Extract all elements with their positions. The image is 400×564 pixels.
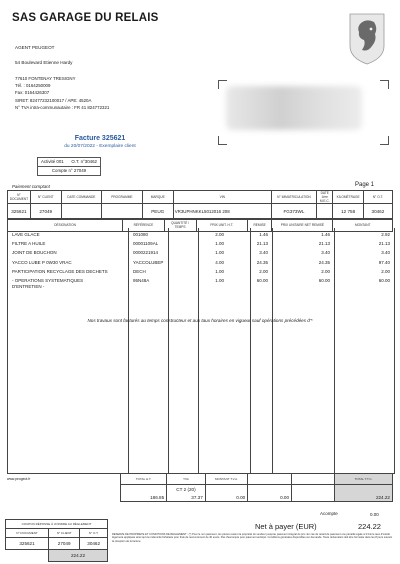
hdr-col: KILOMÉTRAGE — [333, 191, 363, 204]
hdr-col: N° IMMATRICULATION — [271, 191, 316, 204]
hdr-col: MARQUE — [142, 191, 173, 204]
company-tel: Tél. : 0164250009 — [15, 83, 51, 89]
item-net: 24.35 — [318, 260, 330, 265]
hdr-col: N° O.T. — [363, 191, 392, 204]
total-ht: 186.85 — [121, 493, 167, 502]
payment-coupon — [5, 519, 108, 562]
coupon-hdr: N° O.T. — [80, 529, 108, 538]
tot-hdr: TOTAL H.T. — [121, 474, 167, 485]
item-pu: 2.00 — [259, 269, 268, 274]
hdr-col: N° DOCUMENT — [8, 191, 31, 204]
company-siret: SIRET: 82477232100017 / APE: 4520A — [15, 97, 92, 103]
invoice-title: Facture 325621 — [74, 135, 126, 142]
net-to-pay-label: Net à payer (EUR) — [255, 522, 317, 531]
item-ref: 95N48A — [133, 278, 150, 283]
window-corner-tr — [380, 80, 389, 89]
hdr-val-doc: 325621 — [8, 204, 31, 220]
item-qty: 1.00 — [215, 278, 224, 283]
table-row — [8, 278, 394, 292]
agent-label: AGENT PEUGEOT — [15, 45, 55, 50]
item-ref: DECH — [133, 269, 146, 274]
invoice-ref-box — [37, 157, 101, 176]
item-qty: 4.00 — [215, 260, 224, 265]
acompte-label: Acompte — [320, 511, 338, 516]
item-montant: 21.13 — [378, 241, 390, 246]
company-name: SAS GARAGE DU RELAIS — [12, 12, 159, 24]
item-net: 1.46 — [321, 232, 330, 237]
hdr-val-vin: VR3UPHNKKL5012016 208 — [173, 204, 271, 220]
total-ttc: 224.22 — [335, 493, 393, 502]
hdr-col: DATE COMMANDE — [61, 191, 101, 204]
invoice-date: du 20/07/2022 - Exemplaire client — [64, 144, 136, 149]
coupon-hdr: N° DOCUMENT — [6, 529, 49, 538]
item-ref: 001080 — [133, 232, 149, 237]
item-designation: YACCO LUBE P 0W30 VRAC — [12, 260, 72, 265]
total-c1: 0.00 — [205, 493, 247, 502]
coupon-ot: 30462 — [80, 538, 108, 550]
items-col-montant: MONTANT — [333, 219, 393, 232]
hdr-col: VIN — [173, 191, 271, 204]
activite: Activité 001 — [41, 159, 64, 164]
legal-terms: RESERVE DE PROPRIETE ET CONDITIONS DE REGLEMENT : (*) Pour le non paiement, les pièces restent la propriété du vendeur jusqu'au paiement intégral du prix. En cas de retard de paiement une pénalité égale à 3 fois le taux d'intérêt légal sera appliquée ainsi qu'une indemnité forfaitaire pour frais de recouvrement de 40 euros. Pas d'escompte pour paiement anticipé. Conditions générales disponibles sur demande. Toute réclamation doit être formulée dans les 8 jours suivant la réception de la facture. — [112, 533, 393, 543]
item-designation: PARTICIPATION RECYCLAGE DES DECHETS — [12, 269, 108, 274]
item-montant: 2.00 — [381, 269, 390, 274]
company-city: 77610 FONTENAY TRESIGNY — [15, 76, 76, 81]
item-montant: 3.40 — [381, 250, 390, 255]
compte-number: Compte n° 27049 — [51, 168, 87, 173]
item-montant: 2.92 — [381, 232, 390, 237]
window-corner-br — [380, 136, 389, 145]
payment-mode: Paiement comptant — [12, 184, 50, 189]
redacted-address — [226, 86, 362, 130]
item-qty: 1.00 — [215, 250, 224, 255]
table-row — [8, 232, 394, 240]
items-col-qty: QUANTITÉ / TEMPS — [164, 219, 196, 232]
item-net: 3.40 — [321, 250, 330, 255]
coupon-doc: 325621 — [6, 538, 49, 550]
peugeot-lion-logo — [344, 10, 390, 66]
table-row — [8, 250, 394, 258]
table-row — [8, 241, 394, 249]
item-qty: 2.00 — [215, 232, 224, 237]
hdr-col: DATE 1ère M.E.C. — [316, 191, 332, 204]
hdr-val-km: 12 758 — [333, 204, 363, 220]
items-col-remise: REMISE — [248, 219, 272, 232]
hdr-val-immat: FG373WL — [271, 204, 316, 220]
item-montant: 97.40 — [378, 260, 390, 265]
acompte-value: 0.00 — [370, 512, 379, 517]
coupon-title: COUPON RÉPONSE À JOINDRE AU RÈGLEMENT — [6, 520, 108, 529]
item-designation: FILTRE A HUILE — [12, 241, 46, 246]
items-col-designation: DÉSIGNATION — [8, 219, 123, 232]
company-tva: N° TVA intra-communautaire : FR 41 824772321 — [15, 104, 110, 110]
hdr-col: N° CLIENT — [30, 191, 61, 204]
item-designation: LAVE GLACE — [12, 232, 40, 237]
item-pu: 24.35 — [256, 260, 268, 265]
item-qty: 1.00 — [215, 269, 224, 274]
window-corner-tl — [218, 80, 227, 89]
item-net: 21.13 — [318, 241, 330, 246]
website: www.peugeot.fr — [7, 477, 31, 481]
item-ref: 00001109AL — [133, 241, 159, 246]
item-pu: 60.00 — [256, 278, 268, 283]
item-designation: JOINT DE BOUCHON — [12, 250, 57, 255]
coupon-client: 27049 — [49, 538, 80, 550]
labour-note: Nos travaux sont facturés au temps constructeur et aux taux horaires en vigueur sauf opérations précédées d'* — [87, 318, 313, 323]
item-designation: - OPERATIONS SYSTEMATIQUES — [12, 278, 84, 283]
items-col-ref: RÉFÉRENCE — [123, 219, 164, 232]
total-c2: 0.00 — [248, 493, 292, 502]
item-pu: 21.13 — [256, 241, 268, 246]
hdr-val-marque: PEUG — [142, 204, 173, 220]
document-header-table — [7, 190, 393, 220]
item-ref: 0000221914 — [133, 250, 159, 255]
items-col-pu: PRIX UNIT. H.T. — [196, 219, 248, 232]
tot-hdr — [248, 474, 292, 485]
hdr-val-ot: 30462 — [363, 204, 392, 220]
item-designation-line2: D'ENTRETIEN - — [12, 284, 45, 289]
window-corner-bl — [218, 136, 227, 145]
item-montant: 60.00 — [378, 278, 390, 283]
tot-hdr: MONTANT T.V.A. — [205, 474, 247, 485]
items-col-net: PRIX UNITAIRE NET REMISÉ — [272, 219, 333, 232]
totals-table — [120, 473, 393, 502]
item-qty: 1.00 — [215, 241, 224, 246]
hdr-val-client: 27049 — [30, 204, 61, 220]
page-number: Page 1 — [355, 182, 375, 188]
tot-hdr: TVA — [167, 474, 206, 485]
item-pu: 1.46 — [259, 232, 268, 237]
item-net: 60.00 — [318, 278, 330, 283]
items-body — [7, 228, 395, 474]
item-pu: 3.40 — [259, 250, 268, 255]
company-info — [15, 75, 109, 111]
item-net: 2.00 — [321, 269, 330, 274]
coupon-hdr: N° CLIENT — [49, 529, 80, 538]
tot-hdr-ttc: TOTAL T.T.C. — [335, 474, 393, 485]
table-row — [8, 260, 394, 268]
company-fax: Fax: 0164426307 — [15, 90, 50, 96]
tot-hdr — [292, 474, 335, 485]
company-address: 54 Boulevard Etienne Hardy — [15, 60, 73, 65]
table-row — [8, 269, 394, 277]
item-ref: YACCOLUBEP — [133, 260, 164, 265]
net-to-pay-value: 224.22 — [358, 522, 381, 531]
coupon-amount: 224.22 — [49, 550, 108, 562]
tva-code: CT 2 (20) — [167, 485, 206, 494]
ot-number: O.T. n°30462 — [71, 159, 97, 164]
hdr-col: PROGRAMME — [102, 191, 143, 204]
total-tva: 37.37 — [167, 493, 206, 502]
